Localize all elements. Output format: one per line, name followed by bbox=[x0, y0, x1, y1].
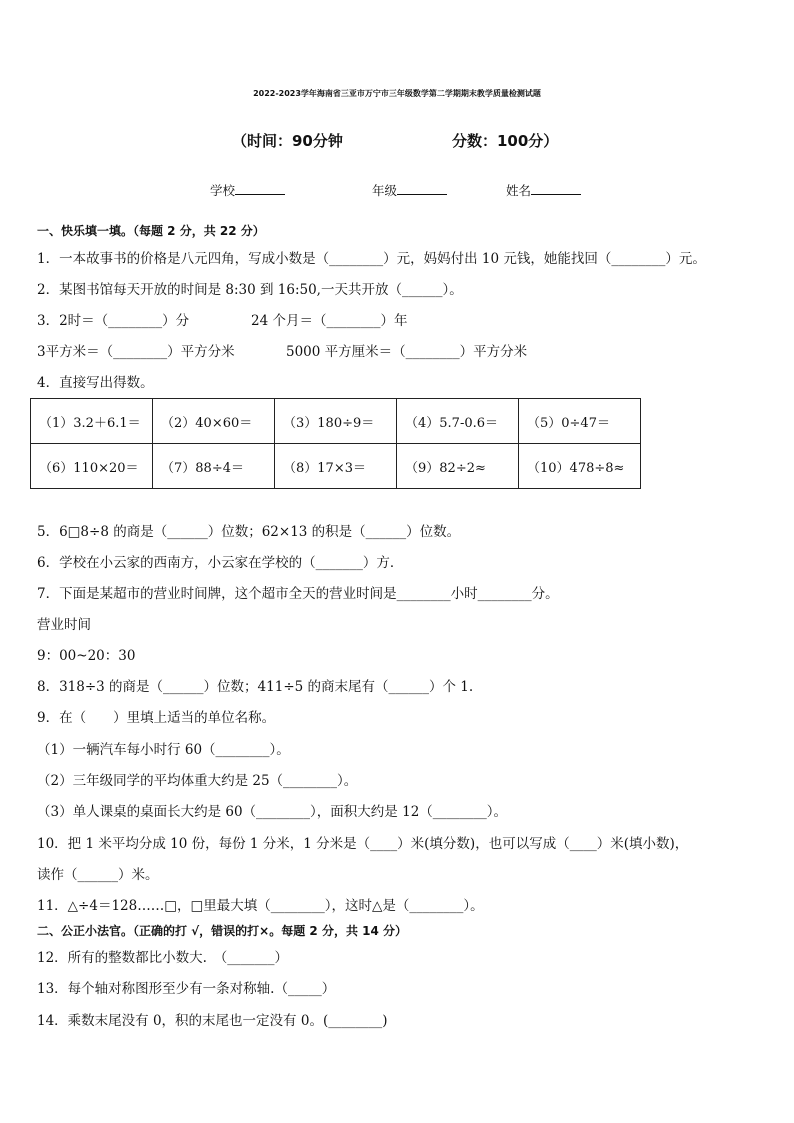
question-1: 1．一本故事书的价格是八元四角，写成小数是（________）元，妈妈付出 10 元钱，她能找回（________）元。 bbox=[37, 251, 706, 267]
school-label: 学校 bbox=[210, 183, 236, 198]
question-8: 8．318÷3 的商是（______）位数；411÷5 的商末尾有（______）个 1. bbox=[37, 679, 474, 695]
calc-table bbox=[30, 398, 641, 489]
business-hours-value: 9：00~20：30 bbox=[37, 648, 136, 664]
name-blank[interactable] bbox=[531, 182, 581, 195]
name-field[interactable] bbox=[506, 181, 581, 199]
calc-cell: （6）110×20＝ bbox=[31, 444, 153, 489]
question-9-1: （1）一辆汽车每小时行 60（________）。 bbox=[37, 742, 290, 758]
question-10b: 读作（______）米。 bbox=[37, 867, 159, 883]
calc-cell: （7）88÷4＝ bbox=[153, 444, 275, 489]
section2-heading: 二、公正小法官。（正确的打 √，错误的打×。每题 2 分，共 14 分） bbox=[37, 924, 407, 938]
table-row bbox=[31, 399, 641, 444]
school-blank[interactable] bbox=[235, 182, 285, 195]
grade-blank[interactable] bbox=[397, 182, 447, 195]
grade-field[interactable] bbox=[372, 181, 447, 199]
name-label: 姓名 bbox=[506, 183, 532, 198]
calc-cell: （5）0÷47＝ bbox=[519, 399, 641, 444]
business-hours-title: 营业时间 bbox=[37, 617, 91, 633]
exam-score: 分数：100分） bbox=[452, 132, 559, 150]
table-row bbox=[31, 444, 641, 489]
question-6: 6．学校在小云家的西南方，小云家在学校的（_______）方． bbox=[37, 555, 404, 571]
calc-cell: （8）17×3＝ bbox=[275, 444, 397, 489]
question-7: 7．下面是某超市的营业时间牌，这个超市全天的营业时间是________小时________分。 bbox=[37, 586, 559, 602]
exam-time: （时间：90分钟 bbox=[232, 132, 343, 150]
question-4: 4．直接写出得数。 bbox=[37, 375, 154, 391]
calc-cell: （10）478÷8≈ bbox=[519, 444, 641, 489]
question-3a: 3．2时＝（________）分 bbox=[37, 313, 190, 329]
question-12: 12．所有的整数都比小数大. （_______） bbox=[37, 950, 288, 966]
question-14: 14．乘数末尾没有 0，积的末尾也一定没有 0。(________) bbox=[37, 1013, 388, 1029]
question-9-3: （3）单人课桌的桌面长大约是 60（________），面积大约是 12（________）。 bbox=[37, 804, 508, 820]
question-2: 2．某图书馆每天开放的时间是 8:30 到 16:50,一天共开放（______）。 bbox=[37, 282, 463, 298]
question-3b: 24 个月＝（________）年 bbox=[251, 313, 408, 329]
grade-label: 年级 bbox=[372, 183, 398, 198]
calc-cell: （4）5.7-0.6＝ bbox=[397, 399, 519, 444]
question-5: 5．6□8÷8 的商是（______）位数；62×13 的积是（______）位数。 bbox=[37, 524, 461, 540]
calc-cell: （2）40×60＝ bbox=[153, 399, 275, 444]
page-title: 2022-2023学年海南省三亚市万宁市三年级数学第二学期期末教学质量检测试题 bbox=[253, 89, 541, 98]
question-3d: 5000 平方厘米＝（________）平方分米 bbox=[286, 344, 528, 360]
calc-cell: （3）180÷9＝ bbox=[275, 399, 397, 444]
section1-heading: 一、快乐填一填。（每题 2 分，共 22 分） bbox=[37, 224, 265, 238]
question-13: 13．每个轴对称图形至少有一条对称轴.（_____） bbox=[37, 981, 336, 997]
question-9: 9．在（ ）里填上适当的单位名称。 bbox=[37, 710, 276, 726]
question-10a: 10．把 1 米平均分成 10 份，每份 1 分米，1 分米是（____）米(填分数)，也可以写成（____）米(填小数)， bbox=[37, 836, 689, 852]
school-field[interactable] bbox=[210, 181, 285, 199]
calc-cell: （9）82÷2≈ bbox=[397, 444, 519, 489]
question-9-2: （2）三年级同学的平均体重大约是 25（________）。 bbox=[37, 773, 358, 789]
question-11: 11．△÷4＝128……□，□里最大填（________），这时△是（________）。 bbox=[37, 898, 484, 914]
question-3c: 3平方米＝（________）平方分米 bbox=[37, 344, 235, 360]
calc-cell: （1）3.2＋6.1＝ bbox=[31, 399, 153, 444]
